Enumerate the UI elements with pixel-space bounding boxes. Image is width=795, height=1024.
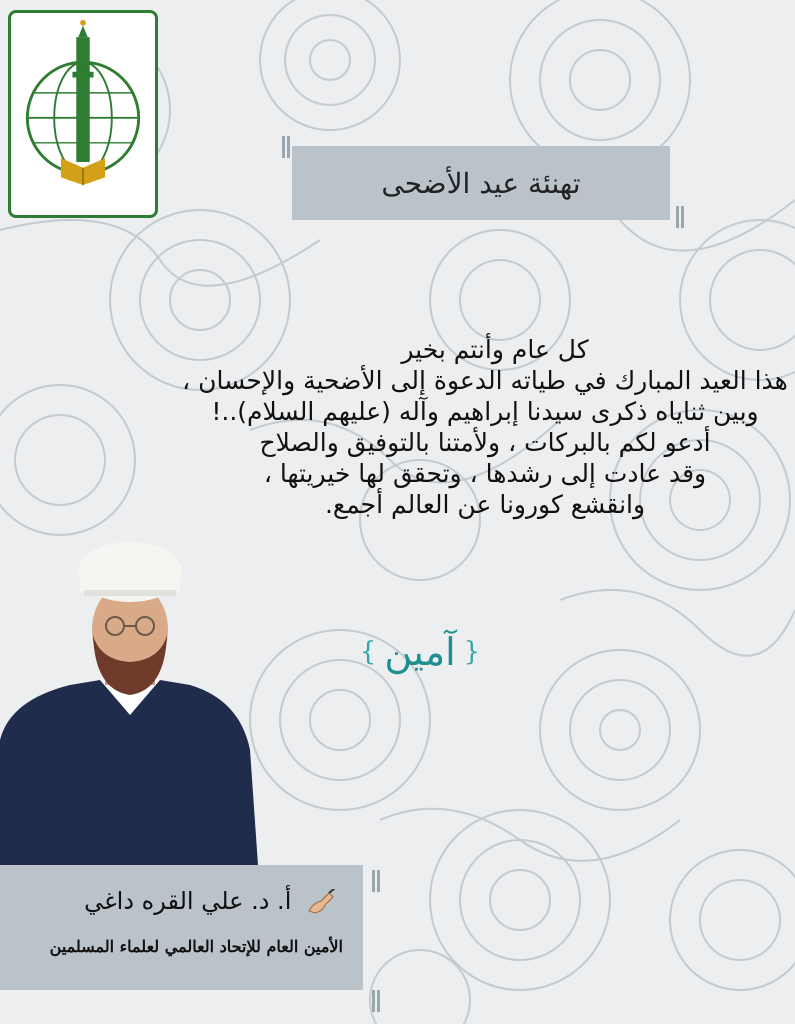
decorative-bars bbox=[282, 136, 292, 158]
union-logo bbox=[8, 10, 158, 218]
greeting-message bbox=[180, 334, 790, 520]
decorative-bars bbox=[676, 206, 686, 228]
greeting-line: كل عام وأنتم بخير bbox=[401, 335, 589, 364]
decorative-bars bbox=[372, 990, 382, 1012]
author-name-line bbox=[84, 887, 337, 915]
decorative-bars bbox=[372, 870, 382, 892]
greeting-line: وقد عادت إلى رشدها ، وتحقق لها خيريتها ، bbox=[263, 459, 707, 488]
author-title: الأمين العام للإتحاد العالمي لعلماء المسلمين bbox=[49, 937, 343, 956]
writing-hand-icon bbox=[307, 889, 337, 915]
greeting-line: وانقشع كورونا عن العالم أجمع. bbox=[324, 490, 646, 519]
author-name: أ. د. علي القره داغي bbox=[84, 887, 292, 915]
greeting-line: وبين ثناياه ذكرى سيدنا إبراهيم وآله (عليهم السلام)..! bbox=[211, 397, 759, 426]
greeting-line: هذا العيد المبارك في طياته الدعوة إلى الأضحية والإحسان ، bbox=[182, 366, 788, 395]
minaret-globe-logo-icon bbox=[11, 13, 155, 215]
ornament-brace-right: } bbox=[463, 637, 481, 667]
ameen-calligraphy bbox=[350, 622, 490, 682]
ornament-brace-left: { bbox=[359, 637, 377, 667]
author-portrait bbox=[0, 540, 258, 865]
page-title: تهنئة عيد الأضحى bbox=[381, 166, 581, 200]
greeting-line: أدعو لكم بالبركات ، ولأمتنا بالتوفيق والصلاح bbox=[259, 428, 711, 457]
author-name-panel bbox=[0, 865, 363, 990]
ameen-word: آمين bbox=[384, 630, 456, 674]
title-banner bbox=[292, 146, 670, 220]
